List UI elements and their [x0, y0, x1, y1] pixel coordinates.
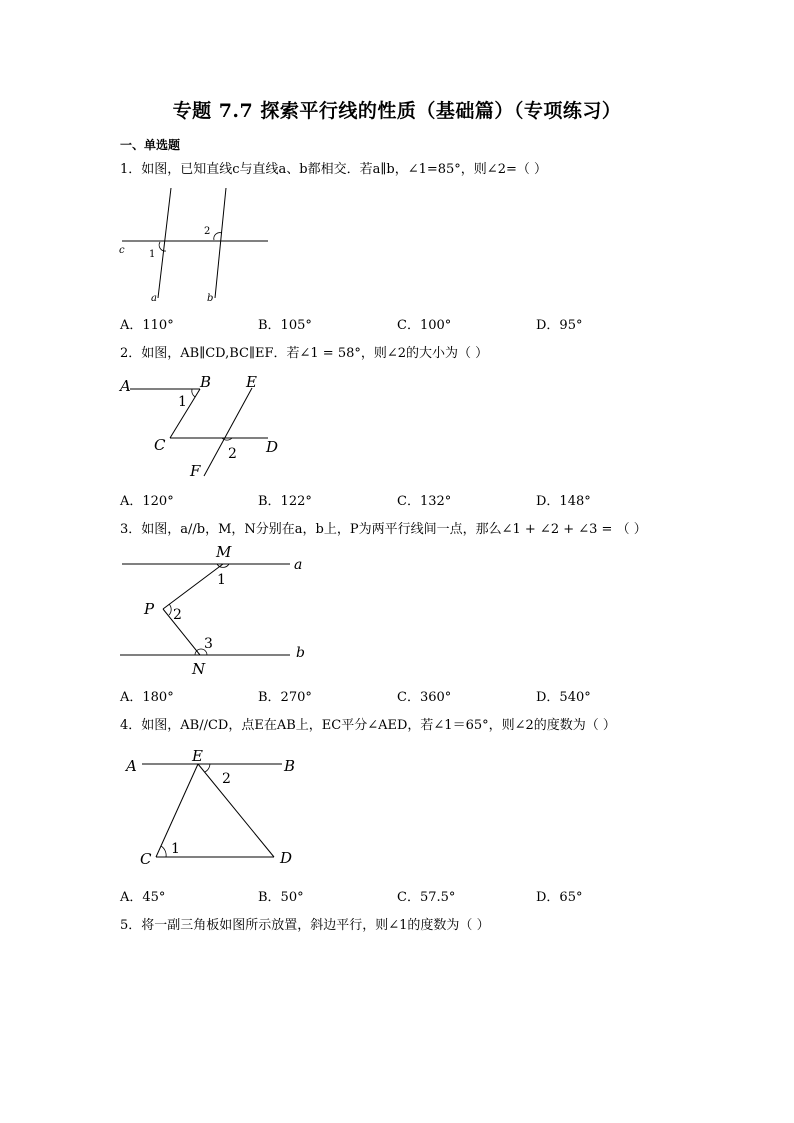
option-b[interactable]: B．50° — [258, 890, 304, 905]
label-2: 2 — [222, 771, 231, 787]
label-3: 3 — [204, 636, 213, 652]
label-A: A — [126, 757, 137, 775]
question-2-options — [120, 490, 680, 508]
option-d[interactable]: D．95° — [536, 318, 583, 333]
label-2: 2 — [228, 446, 237, 462]
question-4-options — [120, 886, 680, 904]
question-3-stem: 3．如图，a//b，M，N分别在a，b上，P为两平行线间一点，那么∠1 + ∠2 + ∠3 = （ ） — [120, 522, 647, 537]
question-4-stem: 4．如图，AB//CD，点E在AB上，EC平分∠AED，若∠1＝65°，则∠2的度数为（ ） — [120, 718, 616, 733]
option-b[interactable]: B．105° — [258, 318, 312, 333]
segment-mp — [163, 564, 223, 609]
line-b — [215, 188, 226, 298]
angle-1-arc — [161, 846, 166, 857]
label-b: b — [296, 645, 305, 661]
label-C: C — [140, 850, 152, 868]
angle-2-arc — [169, 604, 171, 615]
label-E: E — [246, 373, 257, 391]
option-d[interactable]: D．65° — [536, 890, 583, 905]
option-c[interactable]: C．132° — [397, 494, 452, 509]
option-a[interactable]: A．180° — [120, 690, 174, 705]
question-1-figure — [118, 218, 278, 304]
section-heading: 一、单选题 — [120, 138, 181, 152]
question-4-figure — [118, 743, 318, 873]
option-d[interactable]: D．540° — [536, 690, 591, 705]
label-E: E — [192, 747, 203, 765]
option-c[interactable]: C．100° — [397, 318, 452, 333]
angle-1-arc — [192, 389, 195, 397]
option-a[interactable]: A．45° — [120, 890, 166, 905]
option-b[interactable]: B．270° — [258, 690, 312, 705]
option-d[interactable]: D．148° — [536, 494, 591, 509]
line-a — [158, 188, 171, 298]
label-a: a — [151, 293, 157, 304]
option-b[interactable]: B．122° — [258, 494, 312, 509]
angle-1-arc — [159, 242, 166, 251]
label-N: N — [192, 660, 206, 678]
question-1-stem: 1．如图，已知直线c与直线a、b都相交．若a∥b，∠1=85°，则∠2=（ ） — [120, 162, 547, 177]
question-3-figure — [118, 543, 318, 678]
label-1: 1 — [149, 249, 156, 260]
label-C: C — [154, 436, 166, 454]
label-B: B — [200, 373, 212, 391]
angle-2-arc — [205, 764, 210, 772]
label-D: D — [280, 849, 293, 867]
label-a: a — [294, 557, 303, 573]
label-b: b — [207, 293, 214, 304]
label-A: A — [120, 377, 131, 395]
label-2: 2 — [173, 607, 182, 623]
label-M: M — [216, 543, 232, 561]
label-F: F — [190, 462, 201, 480]
option-a[interactable]: A．120° — [120, 494, 174, 509]
label-1: 1 — [217, 572, 226, 588]
option-c[interactable]: C．360° — [397, 690, 452, 705]
page-title: 专题 7.7 探索平行线的性质（基础篇）（专项练习） — [172, 100, 622, 122]
label-1: 1 — [178, 394, 187, 410]
label-B: B — [284, 757, 296, 775]
question-3-options — [120, 686, 680, 704]
label-c: c — [119, 245, 125, 256]
question-2-figure — [118, 372, 298, 482]
option-a[interactable]: A．110° — [120, 318, 174, 333]
option-c[interactable]: C．57.5° — [397, 890, 456, 905]
label-1: 1 — [171, 841, 180, 857]
question-2-stem: 2．如图，AB∥CD,BC∥EF．若∠1 = 58°，则∠2的大小为（ ） — [120, 346, 489, 361]
label-P: P — [144, 600, 155, 618]
label-2: 2 — [204, 226, 211, 237]
segment-ef — [204, 388, 252, 476]
label-D: D — [266, 438, 279, 456]
question-5-stem: 5．将一副三角板如图所示放置，斜边平行，则∠1的度数为（ ） — [120, 918, 490, 933]
question-1-options — [120, 314, 680, 332]
segment-ed — [198, 764, 274, 857]
